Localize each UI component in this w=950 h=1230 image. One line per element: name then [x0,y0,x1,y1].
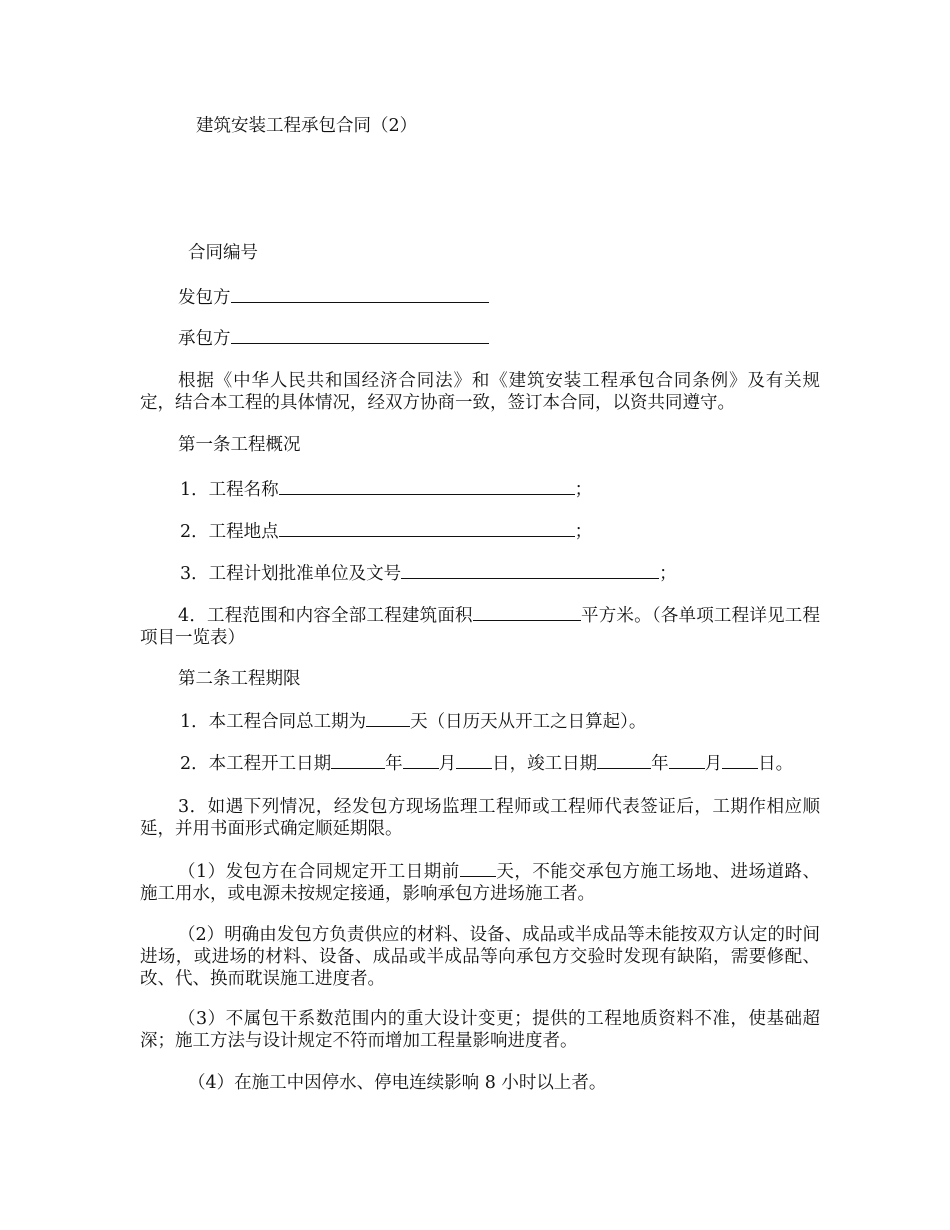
approval-unit-blank [401,562,659,579]
completion-date-label: 日，竣工日期 [492,754,598,774]
duration-label: 1．本工程合同总工期为 [180,712,367,732]
project-name-blank [279,478,575,495]
article2-item2 [180,752,793,775]
document-title: 建筑安装工程承包合同（2） [196,116,418,136]
start-month-blank [403,752,439,769]
duration-suffix: 天（日历天从开工之日算起）。 [410,712,647,732]
start-date-label: 2．本工程开工日期 [180,754,332,774]
building-area-blank [473,604,581,621]
item3-end: ； [659,564,677,584]
end-year-blank [597,752,651,769]
article2-sub1 [140,860,820,905]
article2-sub3: （3）不属包干系数范围内的重大设计变更；提供的工程地质资料不准，使基础超深；施工方法与设计规定不符而增加工程量影响进度者。 [140,1009,820,1051]
end-day-blank [722,752,758,769]
article2-item3: 3．如遇下列情况，经发包方现场监理工程师或工程师代表签证后，工期作相应顺延，并用书面形式确定顺延期限。 [140,797,820,839]
item1-end: ； [574,480,593,500]
end-month-blank [669,752,705,769]
article1-item1 [180,478,592,501]
article2-item1 [180,710,646,733]
item2-label: 2．工程地点 [180,522,279,542]
project-location-blank [279,520,575,537]
start-year-unit: 年 [385,754,403,774]
end-year-unit: 年 [651,754,669,774]
article1-heading: 第一条工程概况 [178,435,301,455]
item4-part1: 4．工程范围和内容全部工程建筑面积 [178,606,473,626]
item1-label: 1．工程名称 [180,480,279,500]
preamble-paragraph: 根据《中华人民共和国经济合同法》和《建筑安装工程承包合同条例》及有关规定，结合本工程的具体情况，经双方协商一致，签订本合同，以资共同遵守。 [140,371,820,413]
contract-number-label: 合同编号 [188,243,258,263]
party-b-line [178,327,489,350]
party-a-blank [231,286,489,303]
article1-item4 [140,604,820,649]
item4-part2: 平方米。（各单项工程详见工程项目一览表） [140,606,820,648]
start-year-blank [331,752,385,769]
sub1-part2: 天，不能交承包方施工场地、进场道路、施工用水，或电源未按规定接通，影响承包方进场施工者。 [140,862,821,904]
party-a-line [178,286,489,309]
sub1-part1: （1）发包方在合同规定开工日期前 [178,862,460,882]
start-month-unit: 月 [438,754,457,774]
start-day-blank [456,752,492,769]
article2-sub2: （2）明确由发包方负责供应的材料、设备、成品或半成品等未能按双方认定的时间进场，或进场的材料、设备、成品或半成品等向承包方交验时发现有缺陷，需要修配、改、代、换而耽误施工进度者。 [140,925,820,989]
party-b-blank [231,327,489,344]
article2-sub4: （4）在施工中因停水、停电连续影响 8 小时以上者。 [188,1073,607,1093]
article2-heading: 第二条工程期限 [178,669,301,689]
duration-days-blank [366,710,410,727]
end-day-unit: 日。 [758,754,794,774]
item2-end: ； [574,522,593,542]
party-b-label: 承包方 [178,329,231,349]
article1-item2 [180,520,592,543]
item3-label: 3．工程计划批准单位及文号 [180,564,402,584]
party-a-label: 发包方 [178,288,231,308]
site-handover-days-blank [460,860,496,877]
article1-item3 [180,562,677,585]
end-month-unit: 月 [704,754,723,774]
